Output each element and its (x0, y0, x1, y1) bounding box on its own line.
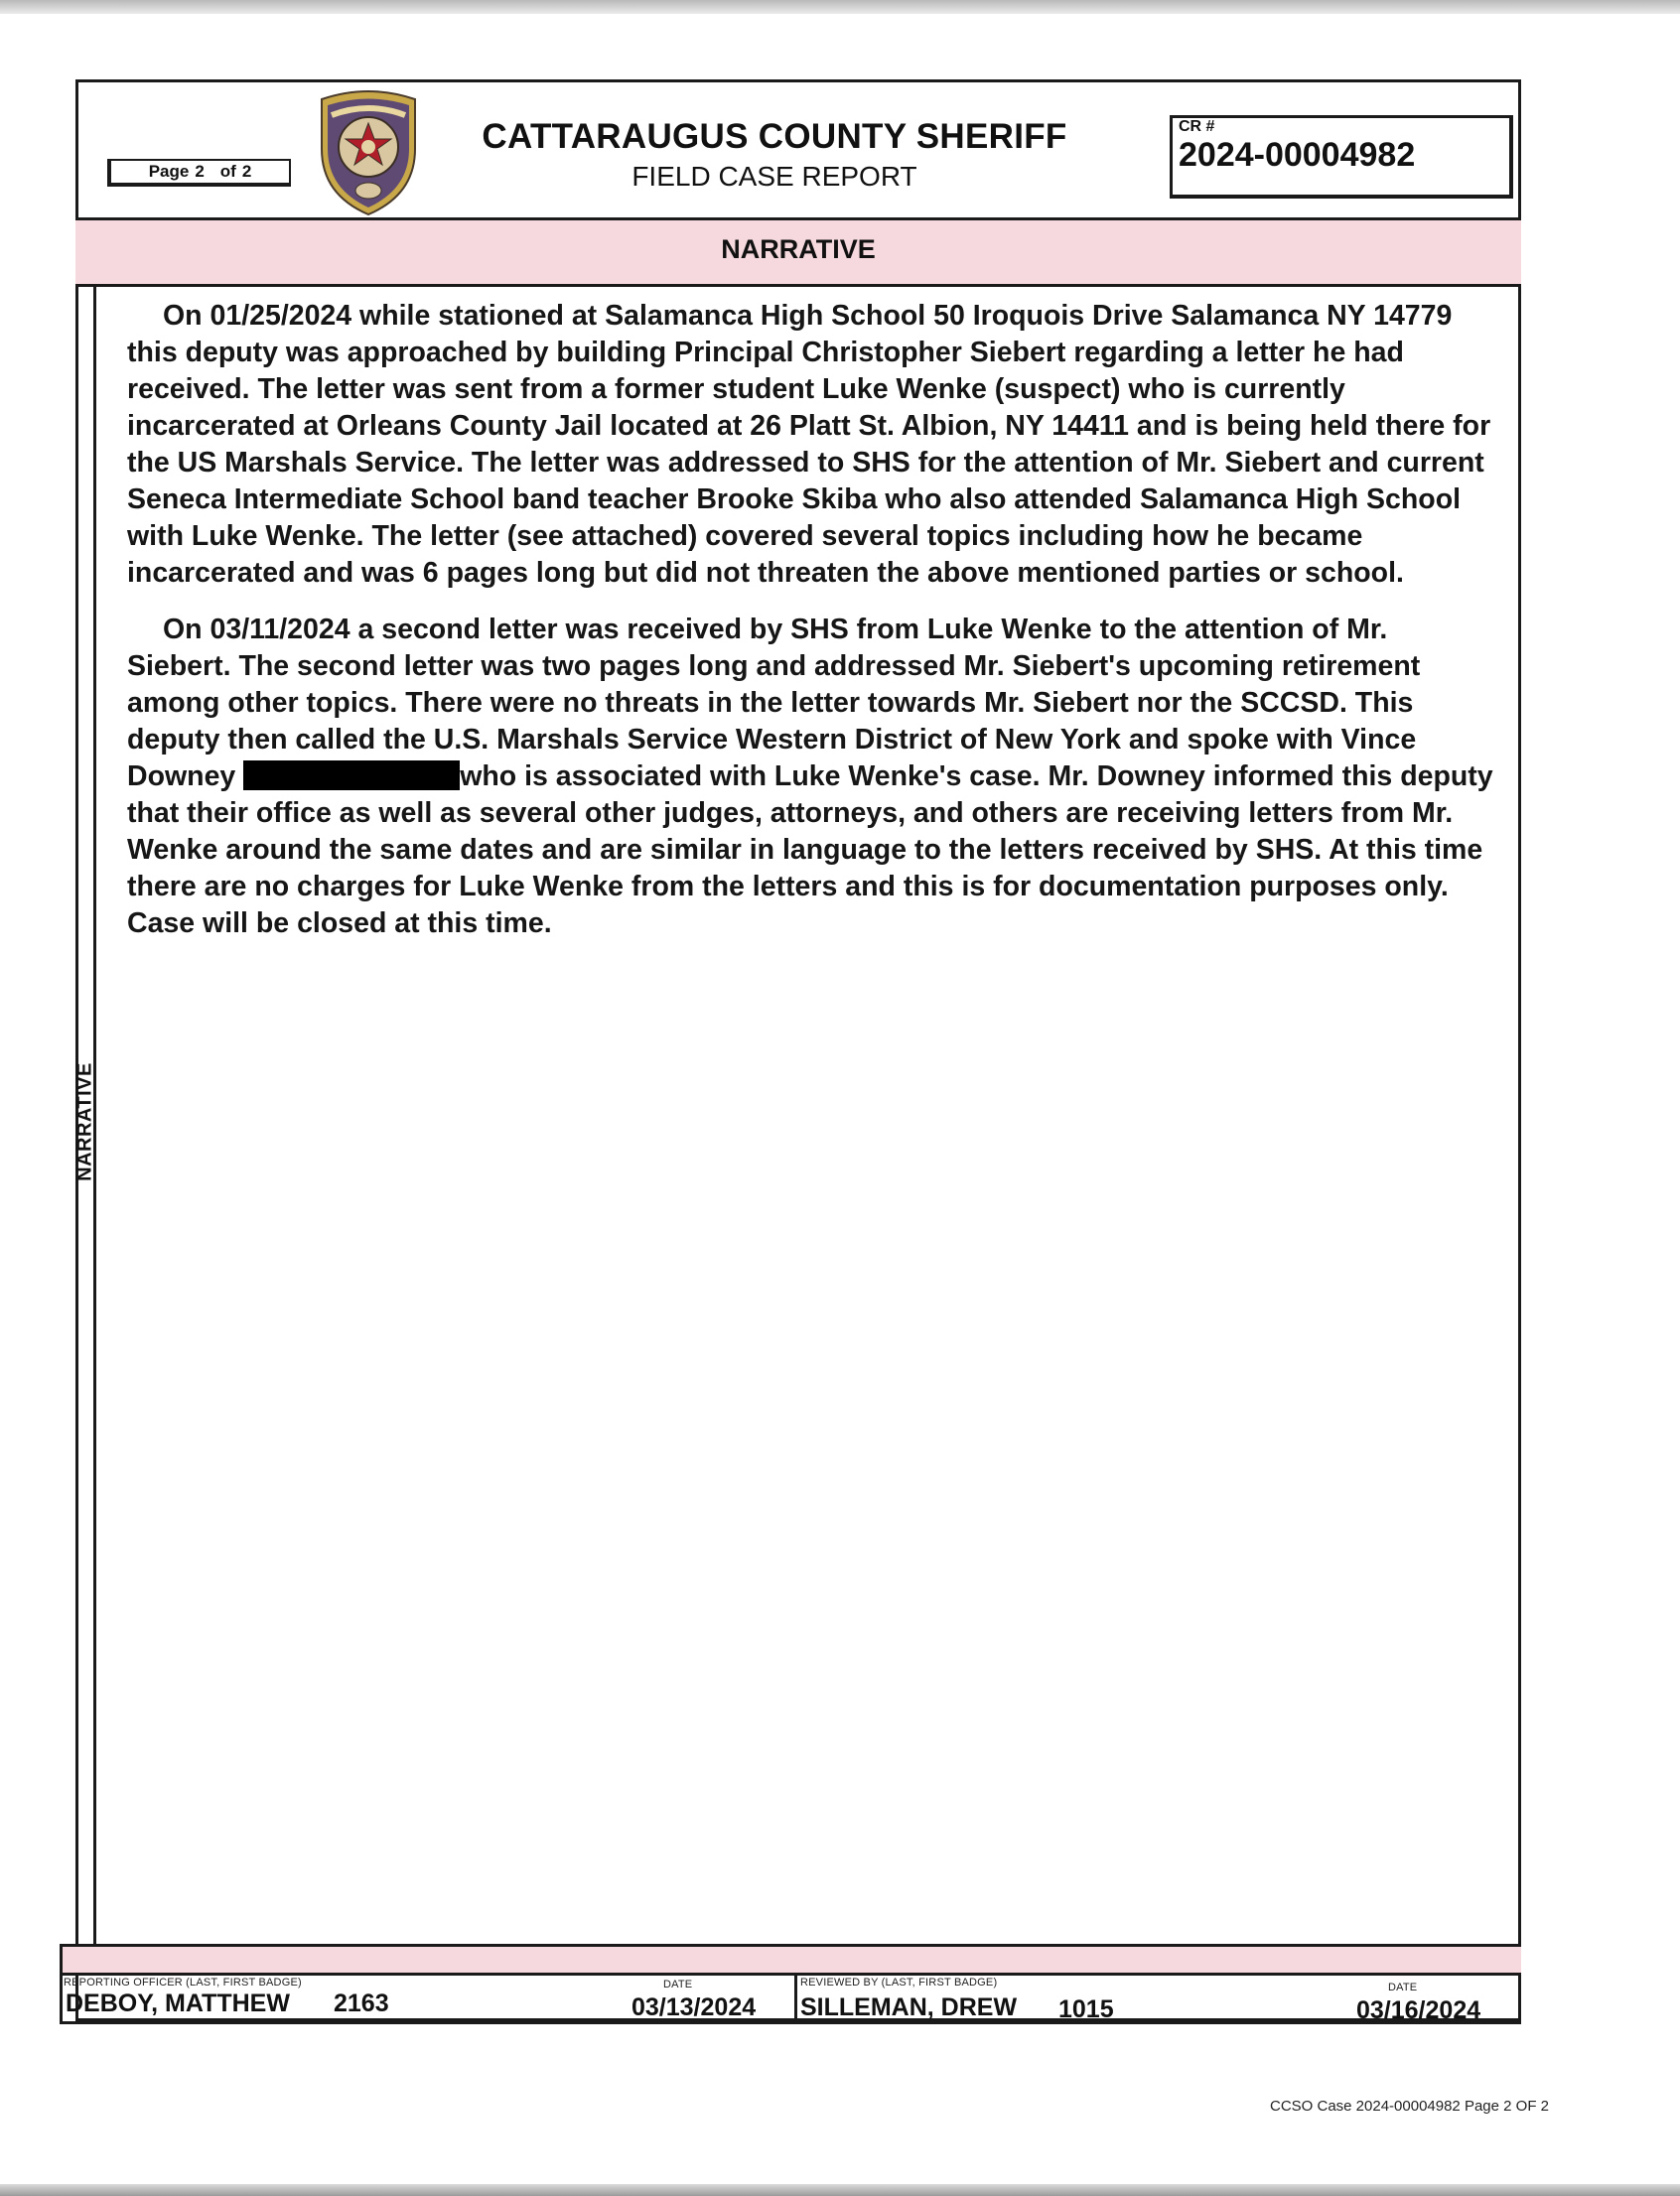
section-heading: NARRATIVE (721, 234, 876, 264)
footer-band (60, 1947, 1521, 1973)
page-of: of (219, 162, 236, 181)
case-number: 2024-00004982 (1179, 136, 1416, 174)
narrative-body (127, 298, 1495, 962)
narrative-paragraph-2-start: On 03/11/2024 a second letter was received by SHS from Luke Wenke to the attention of Mr. Siebert. The second letter was two pages long and addressed Mr. Siebert's upcoming retirement among other topics. There were no threats in the letter towards Mr. Siebert nor the SCCSD. This deputy then called the U.S. Marshals Service Western District of New York and spoke with Vince Downey (127, 614, 1421, 792)
narrative-paragraph-2-end: who is associated with Luke Wenke's case. Mr. Downey informed this deputy that their office as well as several other judges, attorneys, and others are receiving letters from Mr. Wenke around the same dates and are similar in language to the letters received by SHS. At this time there are no charges for Luke Wenke from the letters and this is for documentation purposes only. Case will be closed at this time. (127, 760, 1493, 939)
reviewed-date: 03/16/2024 (1356, 1996, 1481, 2024)
reviewed-by-name: SILLEMAN, DREW (800, 1993, 1018, 2021)
page-footer-text: CCSO Case 2024-00004982 Page 2 OF 2 (1269, 2098, 1549, 2115)
section-heading-divider (75, 284, 1521, 287)
narrative-paragraph-1: On 01/25/2024 while stationed at Salamanca High School 50 Iroquois Drive Salamanca NY 14779 this deputy was approached by building Principal Christopher Siebert regarding a letter he had received. The letter was sent from a former student Luke Wenke (suspect) who is currently incarcerated at Orleans County Jail located at 26 Platt St. Albion, NY 14411 and is being held there for the US Marshals Service. The letter was addressed to SHS for the attention of Mr. Siebert and current Seneca Intermediate School band teacher Brooke Skiba who also attended Salamanca High School with Luke Wenke. The letter (see attached) covered several topics including how he became incarcerated and was 6 pages long but did not threaten the above mentioned parties or school. (127, 300, 1491, 589)
reporting-date-label: DATE (663, 1979, 693, 1990)
footer-column-divider (794, 1976, 797, 2021)
footer-left-edge (60, 1944, 63, 2024)
reporting-officer-badge: 2163 (334, 1990, 389, 2017)
page-number: 2 (195, 162, 205, 181)
footer-mid-line (60, 1973, 1521, 1976)
agency-title: CATTARAUGUS COUNTY SHERIFF (482, 117, 1067, 156)
reporting-date: 03/13/2024 (631, 1993, 757, 2021)
reviewed-by-badge: 1015 (1058, 1995, 1114, 2023)
scan-top-shadow (0, 0, 1680, 14)
page-total: 2 (241, 162, 252, 181)
reviewed-by-label: REVIEWED BY (LAST, FIRST BADGE) (800, 1977, 998, 1989)
cr-label: CR # (1179, 118, 1215, 135)
side-section-label: NARRATIVE (73, 1062, 96, 1181)
scan-bottom-shadow (0, 2184, 1680, 2196)
case-number-box (1170, 115, 1513, 199)
narrative-paragraph-2 (127, 612, 1495, 942)
sheriff-badge-icon (314, 87, 423, 216)
report-type-title: FIELD CASE REPORT (631, 161, 917, 192)
page-indicator (107, 159, 291, 187)
reviewed-date-label: DATE (1388, 1982, 1418, 1993)
page-label: Page (148, 162, 190, 181)
redaction-block (243, 760, 460, 790)
footer-bottom-line (60, 2021, 1521, 2024)
reporting-officer-label: REPORTING OFFICER (LAST, FIRST BADGE) (64, 1977, 302, 1989)
reporting-officer-name: DEBOY, MATTHEW (66, 1990, 290, 2017)
